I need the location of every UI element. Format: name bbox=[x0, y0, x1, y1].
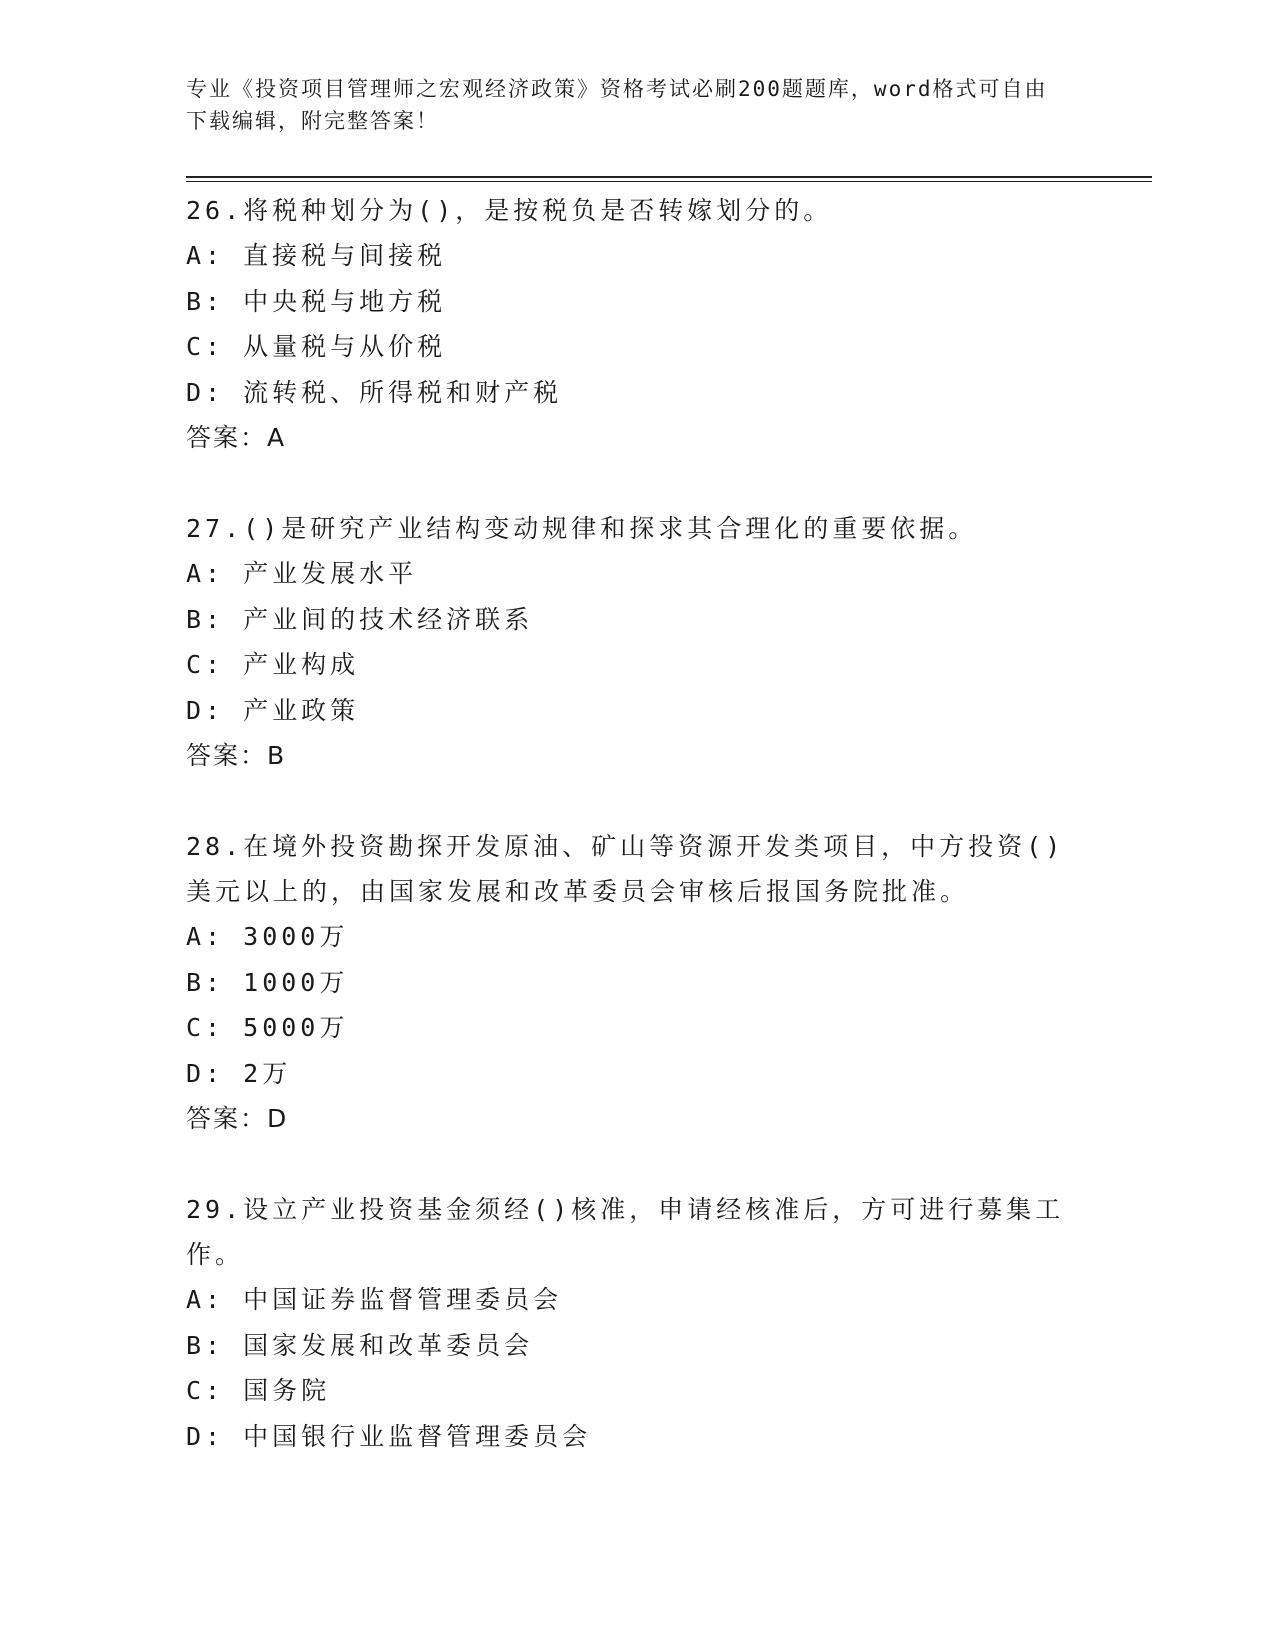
option-c: C: 从量税与从价税 bbox=[186, 332, 447, 361]
option-a: A: 产业发展水平 bbox=[186, 559, 418, 588]
option-b: B: 国家发展和改革委员会 bbox=[186, 1330, 534, 1360]
answer-line: 答案：D bbox=[186, 1104, 289, 1133]
question-28 bbox=[186, 824, 1086, 1141]
option-d: D: 2万 bbox=[186, 1058, 292, 1088]
question-stem: 29.设立产业投资基金须经()核准，申请经核准后，方可进行募集工作。 bbox=[186, 1195, 1065, 1269]
option-a: A: 中国证券监督管理委员会 bbox=[186, 1285, 563, 1314]
option-b: B: 产业间的技术经济联系 bbox=[186, 604, 534, 634]
header-divider-thin bbox=[186, 181, 1152, 182]
option-b: B: 1000万 bbox=[186, 967, 349, 997]
question-26 bbox=[186, 188, 1086, 460]
question-27 bbox=[186, 506, 1086, 778]
option-d: D: 流转税、所得税和财产税 bbox=[186, 377, 563, 407]
document-header: 专业《投资项目管理师之宏观经济政策》资格考试必刷200题题库，word格式可自由下载编辑，附完整答案！ bbox=[186, 77, 1048, 133]
option-c: C: 产业构成 bbox=[186, 650, 360, 679]
question-list bbox=[186, 188, 1086, 1505]
option-b: B: 中央税与地方税 bbox=[186, 286, 447, 316]
option-d: D: 产业政策 bbox=[186, 695, 360, 725]
answer-line: 答案：B bbox=[186, 741, 287, 770]
option-c: C: 5000万 bbox=[186, 1013, 349, 1042]
option-a: A: 3000万 bbox=[186, 922, 349, 951]
question-stem: 27.()是研究产业结构变动规律和探求其合理化的重要依据。 bbox=[186, 514, 978, 543]
question-29 bbox=[186, 1187, 1086, 1459]
option-d: D: 中国银行业监督管理委员会 bbox=[186, 1421, 592, 1451]
question-stem: 26.将税种划分为()，是按税负是否转嫁划分的。 bbox=[186, 196, 833, 225]
header-divider-thick bbox=[186, 176, 1152, 178]
question-stem: 28.在境外投资勘探开发原油、矿山等资源开发类项目，中方投资()美元以上的，由国家发展和改革委员会审核后报国务院批准。 bbox=[186, 832, 1065, 906]
option-a: A: 直接税与间接税 bbox=[186, 241, 447, 270]
option-c: C: 国务院 bbox=[186, 1376, 331, 1405]
answer-line: 答案：A bbox=[186, 423, 287, 452]
